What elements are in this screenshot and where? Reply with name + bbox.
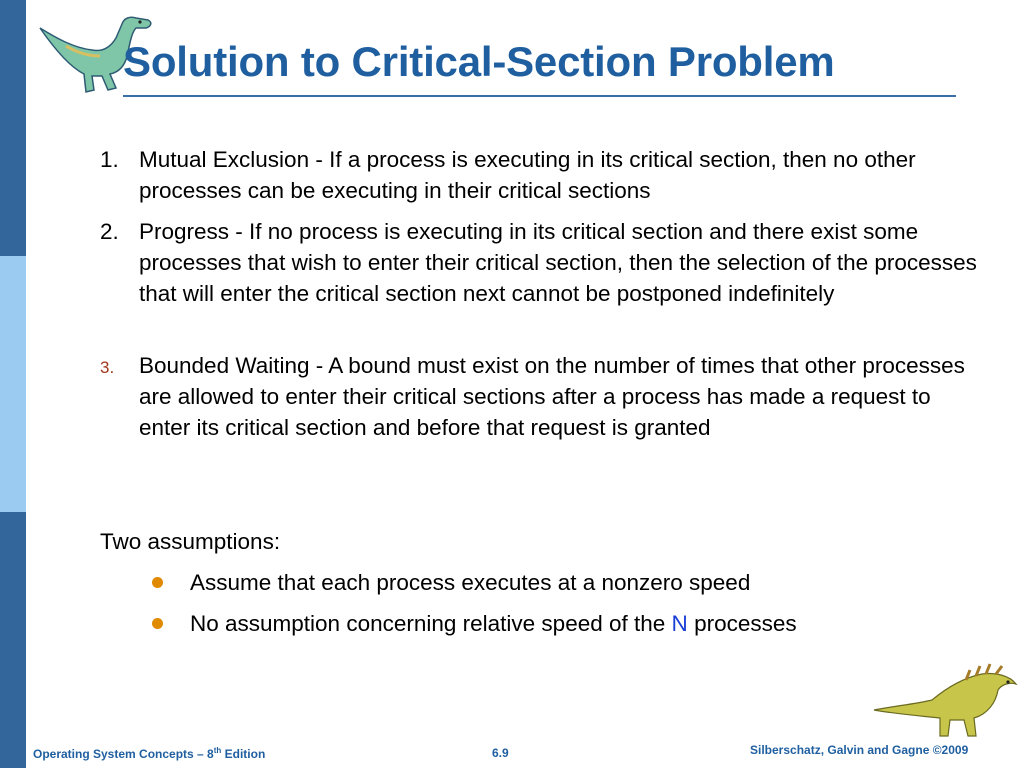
item-number: 2. [100, 219, 119, 244]
left-bar-middle [0, 256, 26, 512]
list-item [100, 350, 980, 443]
bullet-text [190, 608, 972, 639]
footer-book-title [33, 746, 265, 761]
assumptions-heading: Two assumptions: [100, 529, 281, 554]
list-item [100, 144, 980, 206]
slide-title: Solution to Critical-Section Problem [123, 38, 835, 85]
item-text: Progress - If no process is executing in its critical section and there exist some processes that wish to enter their critical section, then the selection of the processes that will enter the critical section next cannot be postponed indefinitely [139, 219, 977, 306]
list-item [100, 216, 980, 309]
footer-book-prefix: Operating System Concepts – 8 [33, 747, 214, 761]
bullet-text-before: No assumption concerning relative speed of the [190, 611, 666, 636]
footer-slide-number: 6.9 [492, 746, 509, 760]
bullet-text-after: processes [694, 611, 797, 636]
left-bar-top [0, 0, 26, 256]
footer-copyright: Silberschatz, Galvin and Gagne ©2009 [750, 743, 969, 757]
footer-book-sup: th [213, 746, 222, 755]
item-number: 3. [100, 358, 115, 377]
bullet-text: Assume that each process executes at a nonzero speed [190, 570, 751, 595]
item-text: Mutual Exclusion - If a process is executing in its critical section, then no other processes can be executing in their critical sections [139, 147, 916, 203]
item-text: Bounded Waiting - A bound must exist on the number of times that other processes are allowed to enter their critical sections after a process has made a request to enter its critical section and before that request is granted [139, 353, 965, 440]
bullet-dot-icon [152, 618, 163, 629]
bullet-item [152, 567, 972, 598]
footer-book-suffix: Edition [221, 747, 266, 761]
item-number: 1. [100, 147, 119, 172]
dinosaur-icon [870, 660, 1020, 740]
highlighted-n: N [671, 611, 688, 636]
bullet-dot-icon [152, 577, 163, 588]
title-underline [123, 95, 956, 97]
bullet-item [152, 608, 972, 639]
left-bar-bottom [0, 512, 26, 768]
